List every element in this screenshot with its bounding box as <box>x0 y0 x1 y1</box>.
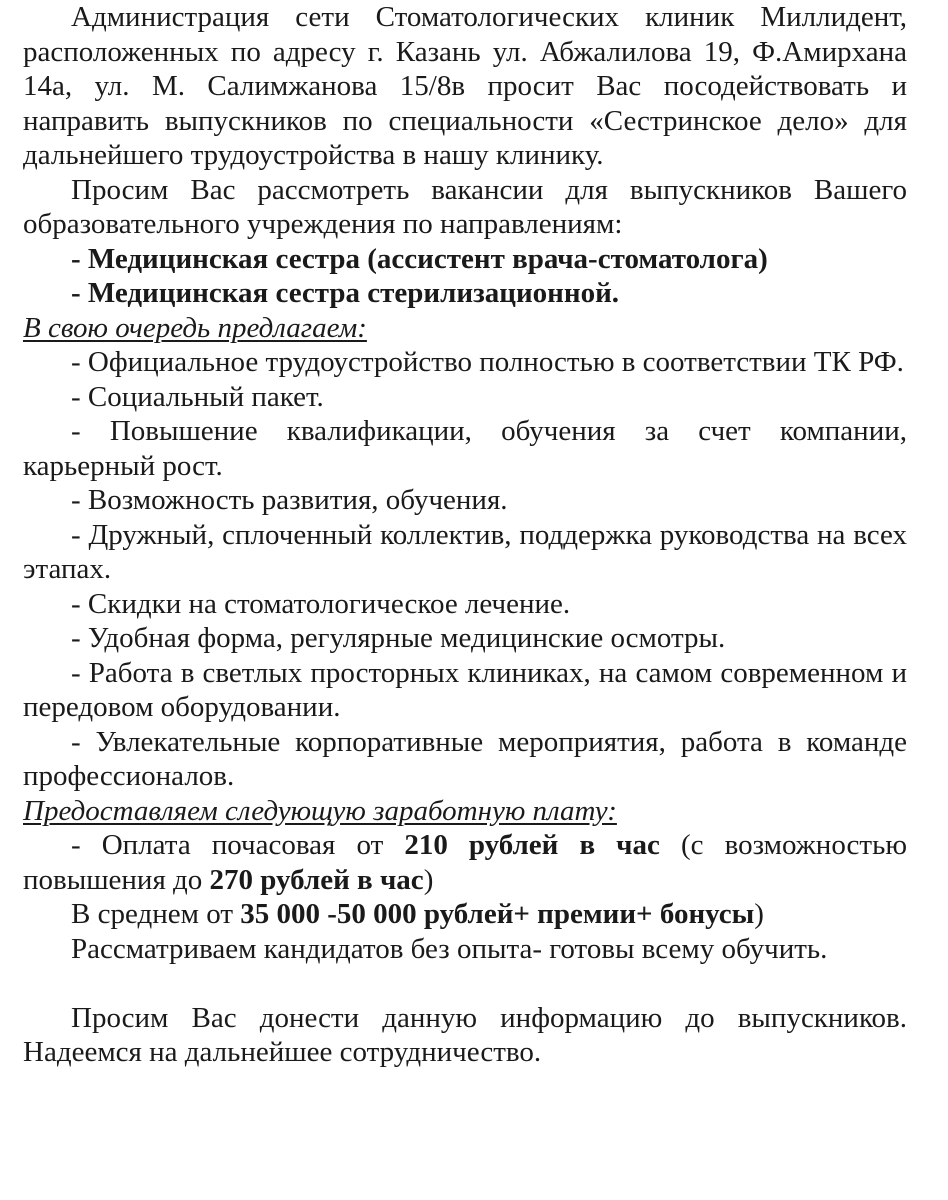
offer-item: - Удобная форма, регулярные медицинские осмотры. <box>71 622 726 654</box>
vacancy-item <box>23 242 907 277</box>
offer-item: - Социальный пакет. <box>71 380 324 413</box>
salary-average-amount: 35 000 -50 000 рублей+ премии+ бонусы <box>240 898 755 930</box>
offer-item: - Скидки на стоматологическое лечение. <box>71 587 571 620</box>
offer-item: - Дружный, сплоченный коллектив, поддержка руководства на всех этапах. <box>23 518 907 585</box>
salary-hourly <box>23 828 907 897</box>
vacancy-text: - Медицинская сестра стерилизационной. <box>71 277 620 309</box>
request-paragraph: Просим Вас рассмотреть вакансии для выпускников Вашего образовательного учреждения по направлениям: <box>23 173 907 240</box>
salary-rate-max: 270 рублей в час <box>209 863 424 896</box>
salary-average <box>23 897 907 932</box>
salary-text: В среднем от <box>71 898 241 930</box>
offer-item: - Увлекательные корпоративные мероприятия, работа в команде профессионалов. <box>23 725 907 792</box>
spacer <box>23 966 907 1001</box>
closing-paragraph: Просим Вас донести данную информацию до выпускников. Надеемся на дальнейшее сотрудничество. <box>23 1001 907 1068</box>
offer-item: - Официальное трудоустройство полностью в соответствии ТК РФ. <box>71 346 904 378</box>
intro-paragraph: Администрация сети Стоматологических клиник Миллидент, расположенных по адресу г. Казань ул. Абжалилова 19, Ф.Амирхана 14а, ул. М. Салимжанова 15/8в просит Вас посодействовать и направить выпускников по специальности «Сестринское дело» для дальнейшего трудоустройства в нашу клинику. <box>23 1 907 171</box>
offer-item: - Возможность развития, обучения. <box>71 484 508 516</box>
letter-body <box>23 0 907 1070</box>
salary-text: ) <box>754 898 764 930</box>
vacancy-text: - Медицинская сестра (ассистент врача-стоматолога) <box>71 242 768 275</box>
vacancy-item <box>23 276 907 311</box>
salary-heading: Предоставляем следующую заработную плату: <box>23 794 617 827</box>
salary-text: - Оплата почасовая от <box>71 829 405 861</box>
salary-text: ) <box>423 863 434 896</box>
salary-text: (с возможностью повышения до <box>23 829 907 896</box>
offer-item: - Работа в светлых просторных клиниках, на самом современном и передовом оборудовании. <box>23 656 907 723</box>
salary-rate: 210 рублей в час <box>404 829 660 861</box>
no-experience-note: Рассматриваем кандидатов без опыта- готовы всему обучить. <box>71 932 828 965</box>
offer-item: - Повышение квалификации, обучения за счет компании, карьерный рост. <box>23 415 907 482</box>
offer-heading: В свою очередь предлагаем: <box>23 311 367 344</box>
